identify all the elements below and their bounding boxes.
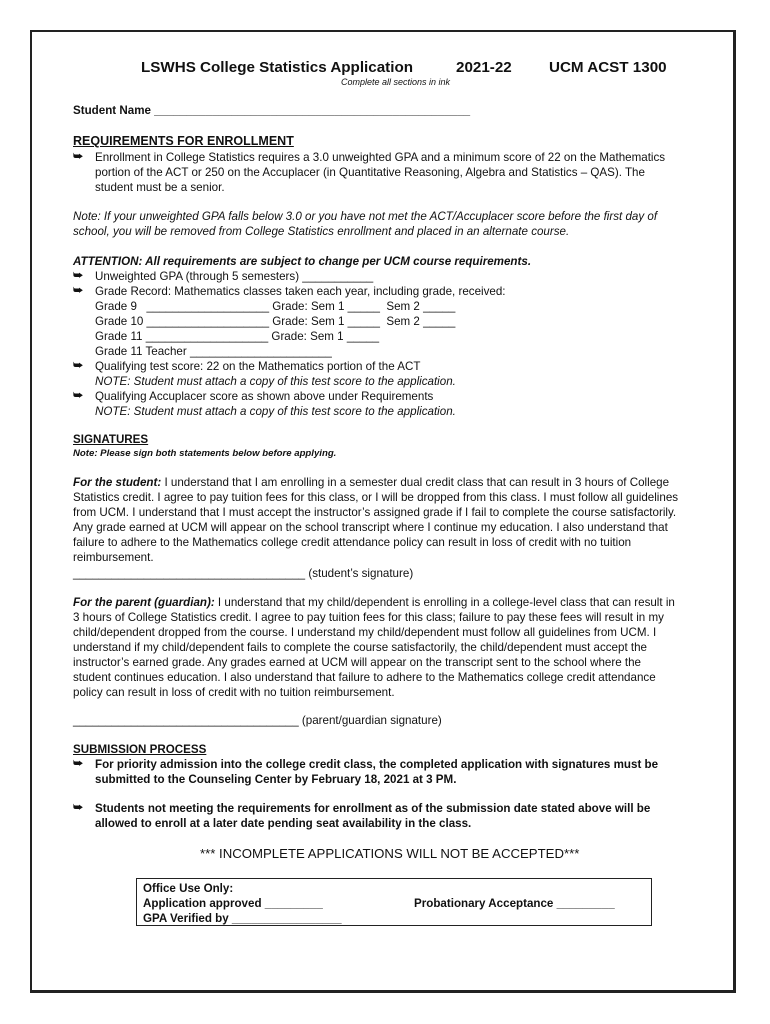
arrowhead-bullet-icon: ⮩ xyxy=(73,270,84,282)
grade11-field[interactable]: Grade 11 ___________________ Grade: Sem 1 _____ xyxy=(95,330,380,343)
requirement-line-2: portion of the ACT or 250 on the Accuplacer (in Quantitative Reasoning, Algebra and Statistics – QAS). The xyxy=(95,166,645,179)
parent-statement-text: I understand that my child/dependent is enrolling in a college-level class that can result in xyxy=(214,596,675,609)
student-name-field[interactable]: _________________________________________________ xyxy=(154,104,471,117)
student-statement-line-2: Statistics credit. I agree to pay tuition fees for this class, or I will be dropped from this class. I must follow all guidelines xyxy=(73,491,679,504)
student-signature-field[interactable]: ____________________________________ (student’s signature) xyxy=(73,567,414,580)
incomplete-warning: *** INCOMPLETE APPLICATIONS WILL NOT BE ACCEPTED*** xyxy=(200,846,580,861)
arrowhead-bullet-icon: ⮩ xyxy=(73,360,84,372)
arrowhead-bullet-icon: ⮩ xyxy=(73,802,84,814)
student-statement-line-3: from UCM. I understand that I must accept the instructor’s assigned grade if I fail to complete the course satisfactorily. xyxy=(73,506,677,519)
parent-statement-line-4: understand if my child/dependent fails to complete the course satisfactorily, the child/dependent must accept the xyxy=(73,641,648,654)
requirement-note-2: school, you will be removed from College Statistics enrollment and placed in an alternate course. xyxy=(73,225,570,238)
arrowhead-bullet-icon: ⮩ xyxy=(73,285,84,297)
submission-heading: SUBMISSION PROCESS xyxy=(73,743,207,756)
submission-bullet-1-line-1: For priority admission into the college credit class, the completed application with signatures must be xyxy=(95,758,659,771)
accuplacer-note: NOTE: Student must attach a copy of this test score to the application. xyxy=(95,405,456,418)
student-name-text: Student Name xyxy=(73,104,155,117)
grade10-field[interactable]: Grade 10 ___________________ Grade: Sem 1 _____ Sem 2 _____ xyxy=(95,315,456,328)
parent-statement-lead: For the parent (guardian): xyxy=(73,596,215,609)
office-use-title: Office Use Only: xyxy=(143,882,234,895)
requirements-heading: REQUIREMENTS FOR ENROLLMENT xyxy=(73,134,294,148)
requirement-line-3: student must be a senior. xyxy=(95,181,225,194)
act-note: NOTE: Student must attach a copy of this test score to the application. xyxy=(95,375,456,388)
parent-statement-line-6: student continues education. I also understand that failure to adhere to the Mathematics college credit attendance xyxy=(73,671,656,684)
arrowhead-bullet-icon: ⮩ xyxy=(73,758,84,770)
student-statement-line-1 xyxy=(73,475,669,490)
grade11-teacher-field[interactable]: Grade 11 Teacher ______________________ xyxy=(95,345,332,358)
submission-bullet-2-line-1: Students not meeting the requirements for enrollment as of the submission date stated above will be xyxy=(95,802,651,815)
parent-statement-line-7: policy can result in loss of credit with no tuition reimbursement. xyxy=(73,686,395,699)
application-approved-field[interactable]: Application approved _________ xyxy=(143,897,323,910)
accuplacer-requirement: Qualifying Accuplacer score as shown above under Requirements xyxy=(95,390,434,403)
probationary-acceptance-field[interactable]: Probationary Acceptance _________ xyxy=(414,897,615,910)
parent-statement-line-2: 3 hours of College Statistics credit. I agree to pay tuition fees for this class; failure to pay these fees will result in my xyxy=(73,611,664,624)
arrowhead-bullet-icon: ⮩ xyxy=(73,390,84,402)
parent-signature-field[interactable]: ___________________________________ (parent/guardian signature) xyxy=(73,714,442,727)
submission-bullet-2-line-2: allowed to enroll at a later date pending seat availability in the class. xyxy=(95,817,472,830)
signatures-note: Note: Please sign both statements below before applying. xyxy=(73,448,337,459)
parent-statement-line-3: child/dependent dropped from the course. I understand my child/dependent must follow all guidelines from UCM. I xyxy=(73,626,657,639)
grade9-field[interactable]: Grade 9 ___________________ Grade: Sem 1 _____ Sem 2 _____ xyxy=(95,300,456,313)
form-subtitle: Complete all sections in ink xyxy=(341,77,451,87)
parent-statement-line-1 xyxy=(73,595,675,610)
act-requirement: Qualifying test score: 22 on the Mathematics portion of the ACT xyxy=(95,360,421,373)
attention-heading: ATTENTION: All requirements are subject to change per UCM course requirements. xyxy=(73,255,532,268)
student-statement-line-5: failure to adhere to the Mathematics college credit attendance policy can result in loss of credit with no tuition xyxy=(73,536,632,549)
student-statement-lead: For the student: xyxy=(73,476,162,489)
course-code: UCM ACST 1300 xyxy=(549,59,667,76)
requirement-note-1: Note: If your unweighted GPA falls below 3.0 or you have not met the ACT/Accuplacer score before the first day of xyxy=(73,210,658,223)
school-year: 2021-22 xyxy=(456,59,512,76)
gpa-field[interactable]: Unweighted GPA (through 5 semesters) ___________ xyxy=(95,270,374,283)
submission-bullet-1-line-2: submitted to the Counseling Center by February 18, 2021 at 3 PM. xyxy=(95,773,457,786)
student-statement-line-4: Any grade earned at UCM will appear on the school transcript where I continue my education. I also understand that xyxy=(73,521,668,534)
gpa-verified-field[interactable]: GPA Verified by _________________ xyxy=(143,912,342,925)
signatures-heading: SIGNATURES xyxy=(73,433,149,446)
student-statement-line-6: reimbursement. xyxy=(73,551,154,564)
student-name-label xyxy=(73,103,470,118)
arrowhead-bullet-icon: ⮩ xyxy=(73,151,84,163)
student-statement-text: I understand that I am enrolling in a semester dual credit class that can result in 3 hours of College xyxy=(161,476,670,489)
grade-record-label: Grade Record: Mathematics classes taken each year, including grade, received: xyxy=(95,285,506,298)
requirement-line-1: Enrollment in College Statistics requires a 3.0 unweighted GPA and a minimum score of 22 on the Mathematics xyxy=(95,151,666,164)
parent-statement-line-5: instructor’s earned grade. Any grades earned at UCM will appear on the transcript sent to the school where the xyxy=(73,656,641,669)
form-title: LSWHS College Statistics Application xyxy=(141,59,414,76)
